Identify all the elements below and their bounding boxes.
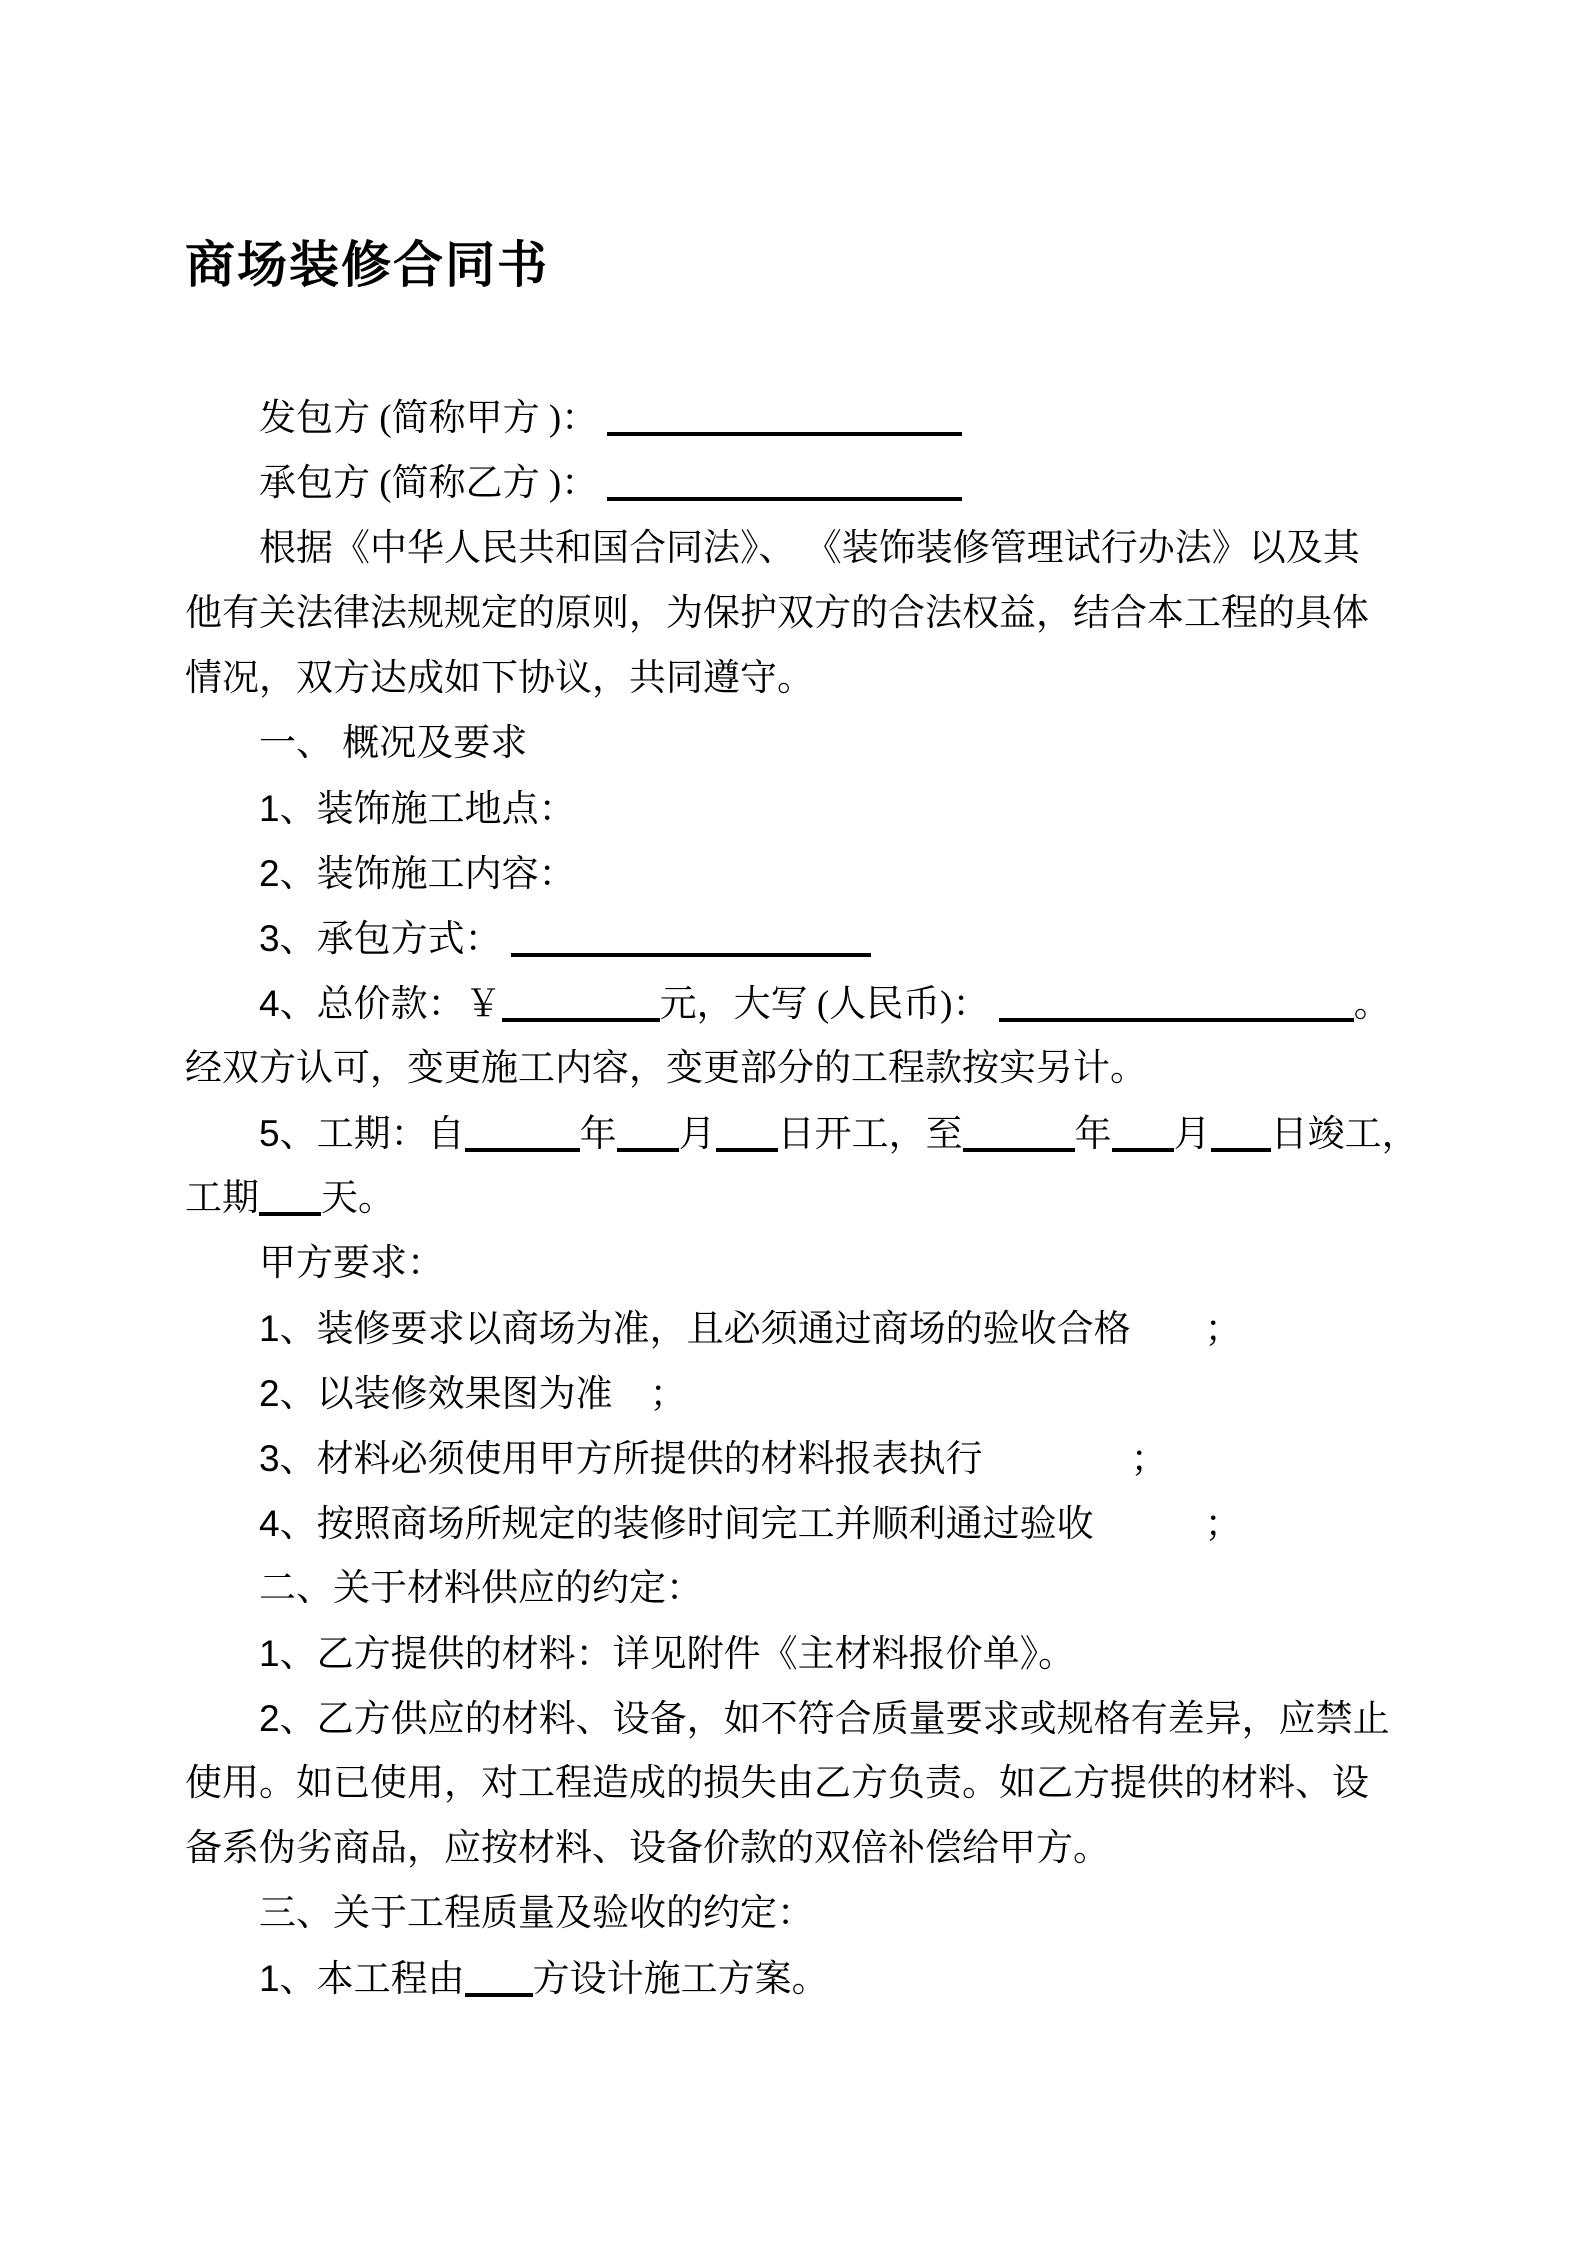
text-segment: 1 xyxy=(259,1308,280,1349)
section-1-heading xyxy=(185,711,1434,776)
text-segment: 、乙方供应的材料、设备，如不符合质量要求或规格有差异，应禁止 xyxy=(279,1699,1390,1740)
text-segment: 、承包方式： xyxy=(279,919,511,960)
section-2-item-2-line-3 xyxy=(185,1816,1434,1881)
text-segment: 方设计施工方案。 xyxy=(532,1959,829,2000)
document-body xyxy=(185,386,1434,2011)
text-segment: 工期 xyxy=(185,1178,259,1219)
section-1-item-5-line-2 xyxy=(185,1166,1434,1231)
fill-in-blank[interactable] xyxy=(465,1118,580,1152)
text-segment: 、装修要求以商场为准，且必须通过商场的验收合格 ； xyxy=(279,1309,1242,1350)
text-segment: 日开工，至 xyxy=(777,1114,963,1155)
text-segment: 、本工程由 xyxy=(279,1959,465,2000)
text-segment: 他有关法律法规规定的原则，为保护双方的合法权益，结合本工程的具体 xyxy=(185,593,1369,634)
section-2-heading xyxy=(185,1556,1434,1621)
section-3-heading xyxy=(185,1881,1434,1946)
text-segment: 1 xyxy=(259,788,280,829)
fill-in-blank[interactable] xyxy=(617,1118,679,1152)
text-segment: 、工期：自 xyxy=(279,1114,465,1155)
fill-in-blank[interactable] xyxy=(607,467,962,501)
fill-in-blank[interactable] xyxy=(1112,1118,1174,1152)
text-segment: 备系伪劣商品，应按材料、设备价款的双倍补偿给甲方。 xyxy=(185,1828,1110,1869)
text-segment: 三、关于工程质量及验收的约定： xyxy=(259,1893,814,1934)
fill-in-blank[interactable] xyxy=(607,402,962,436)
section-1-item-2 xyxy=(185,841,1434,906)
text-segment: 1 xyxy=(259,1958,280,1999)
text-segment: 年 xyxy=(1074,1114,1112,1155)
requirement-2 xyxy=(185,1361,1434,1426)
text-segment: 5 xyxy=(259,1113,280,1154)
text-segment: 4 xyxy=(259,1503,280,1544)
text-segment: 情况，双方达成如下协议，共同遵守。 xyxy=(185,658,814,699)
text-segment: 、装饰施工内容： xyxy=(279,854,576,895)
text-segment: 一、 概况及要求 xyxy=(259,723,528,764)
text-segment: 二、关于材料供应的约定： xyxy=(259,1568,703,1609)
text-segment: 2 xyxy=(259,1373,280,1414)
text-segment: 3 xyxy=(259,1438,280,1479)
section-1-item-4-line-1 xyxy=(185,971,1434,1036)
fill-in-blank[interactable] xyxy=(999,988,1354,1022)
fill-in-blank[interactable] xyxy=(259,1182,321,1216)
text-segment: 承包方 (简称乙方 )： xyxy=(259,463,608,504)
text-segment: 根据《中华人民共和国合同法》、 《装饰装修管理试行办法》以及其 xyxy=(259,528,1360,569)
text-segment: 月 xyxy=(678,1114,716,1155)
section-2-item-2-line-1 xyxy=(185,1686,1434,1751)
fill-in-blank[interactable] xyxy=(511,923,871,957)
text-segment: 、总价款：￥ xyxy=(279,984,502,1025)
text-segment: 、材料必须使用甲方所提供的材料报表执行 ； xyxy=(279,1439,1168,1480)
section-3-item-1 xyxy=(185,1946,1434,2011)
text-segment: 1 xyxy=(259,1633,280,1674)
section-2-item-1 xyxy=(185,1621,1434,1686)
preamble-line-2 xyxy=(185,581,1434,646)
text-segment: 、乙方提供的材料：详见附件《主材料报价单》。 xyxy=(279,1634,1076,1675)
text-segment: 年 xyxy=(579,1114,617,1155)
text-segment: 、装饰施工地点： xyxy=(279,789,576,830)
text-segment: 发包方 (简称甲方 )： xyxy=(259,398,608,439)
section-1-item-5-line-1 xyxy=(185,1101,1434,1166)
text-segment: 月 xyxy=(1173,1114,1211,1155)
fill-in-blank[interactable] xyxy=(465,1963,533,1997)
requirement-3 xyxy=(185,1426,1434,1491)
preamble-line-1 xyxy=(185,516,1434,581)
text-segment: 2 xyxy=(259,853,280,894)
section-2-item-2-line-2 xyxy=(185,1751,1434,1816)
text-segment: 元，大写 (人民币)： xyxy=(659,984,999,1025)
text-segment: 天。 xyxy=(321,1178,395,1219)
fill-in-blank[interactable] xyxy=(963,1118,1075,1152)
document-title: 商场装修合同书 xyxy=(185,237,549,293)
requirement-1 xyxy=(185,1296,1434,1361)
party-b-line xyxy=(185,451,1434,516)
party-a-requirements-heading xyxy=(185,1231,1434,1296)
text-segment: 。 xyxy=(1353,984,1391,1025)
text-segment: 3 xyxy=(259,918,280,959)
section-1-item-4-line-2 xyxy=(185,1036,1434,1101)
text-segment: 日竣工， xyxy=(1270,1114,1419,1155)
text-segment: 甲方要求： xyxy=(259,1243,444,1284)
text-segment: 4 xyxy=(259,983,280,1024)
fill-in-blank[interactable] xyxy=(1211,1118,1271,1152)
party-a-line xyxy=(185,386,1434,451)
text-segment: 、以装修效果图为准 ； xyxy=(279,1374,687,1415)
text-segment: 2 xyxy=(259,1698,280,1739)
text-segment: 经双方认可，变更施工内容，变更部分的工程款按实另计。 xyxy=(185,1048,1147,1089)
section-1-item-3 xyxy=(185,906,1434,971)
preamble-line-3 xyxy=(185,646,1434,711)
section-1-item-1 xyxy=(185,776,1434,841)
fill-in-blank[interactable] xyxy=(716,1118,778,1152)
text-segment: 、按照商场所规定的装修时间完工并顺利通过验收 ； xyxy=(279,1504,1242,1545)
text-segment: 使用。如已使用，对工程造成的损失由乙方负责。如乙方提供的材料、设 xyxy=(185,1763,1369,1804)
requirement-4 xyxy=(185,1491,1434,1556)
fill-in-blank[interactable] xyxy=(502,988,660,1022)
